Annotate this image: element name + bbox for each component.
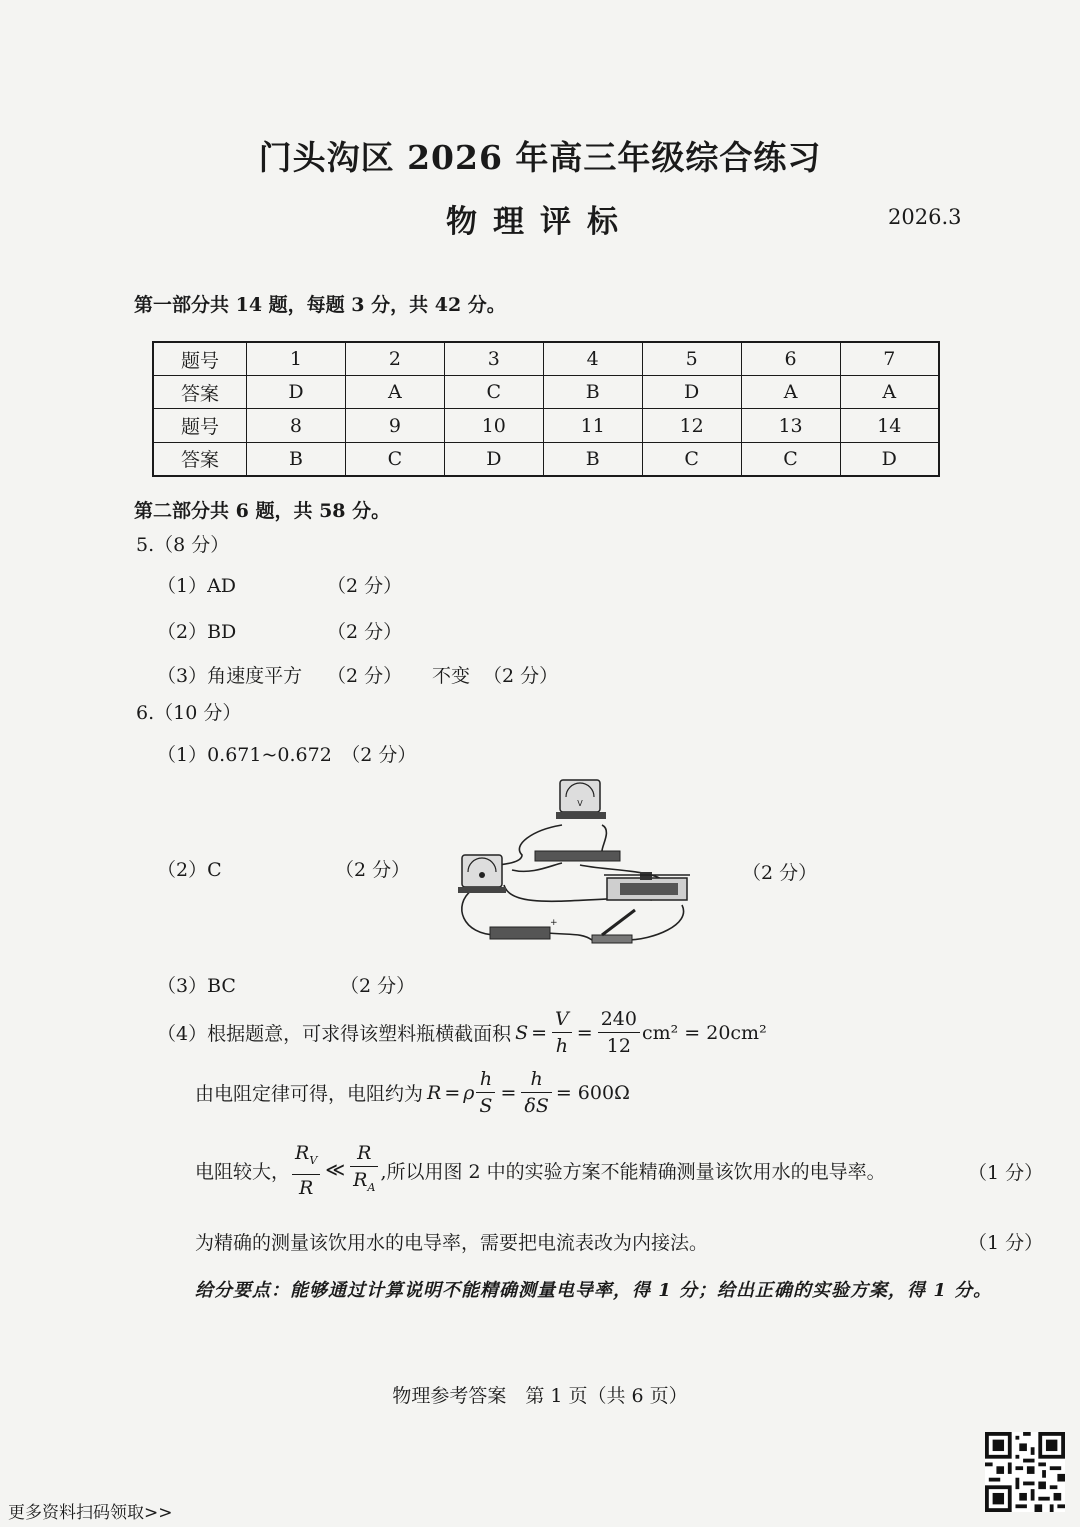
fraction-240-over-12: [598, 1006, 640, 1059]
fraction-h-over-s: [476, 1066, 495, 1119]
answer-cell: C: [642, 442, 741, 476]
rheostat-icon: [604, 872, 690, 900]
answer-cell: A: [741, 376, 840, 409]
question-number-cell: 1: [247, 342, 346, 376]
q16-l5-prefix: 由电阻定律可得，电阻约为: [195, 1083, 424, 1105]
row-label: 题号: [153, 409, 247, 442]
answer-cell: D: [642, 376, 741, 409]
circuit-diagram: [452, 775, 702, 950]
answer-cell: A: [345, 376, 444, 409]
q16-score-3: （2 分）: [340, 975, 416, 997]
question-number-cell: 14: [840, 409, 939, 442]
frac-num: V: [552, 1006, 572, 1033]
q15-title: 5.（8 分）: [136, 534, 230, 556]
q15-answer-3: （3）角速度平方: [157, 665, 303, 687]
frac-den: 12: [606, 1035, 631, 1057]
question-number-cell: 6: [741, 342, 840, 376]
frac-num: 240: [598, 1006, 640, 1033]
q16-l4-prefix: （4）根据题意，可求得该塑料瓶横截面积: [157, 1023, 512, 1045]
frac-num: R: [295, 1142, 310, 1164]
q16-l5-var-r: R: [427, 1081, 442, 1104]
resistor-icon: [535, 851, 620, 861]
question-number-cell: 8: [247, 409, 346, 442]
answer-cell: D: [840, 442, 939, 476]
question-number-cell: 5: [642, 342, 741, 376]
more-resources-link[interactable]: 更多资料扫码领取>>: [8, 1503, 173, 1523]
question-number-row: [153, 409, 939, 442]
row-label: 题号: [153, 342, 247, 376]
answer-cell: A: [840, 376, 939, 409]
subscript-a: A: [367, 1180, 376, 1194]
q16-answer-3: （3）BC: [157, 975, 236, 997]
q16-score-2b: （2 分）: [742, 862, 818, 884]
switch-icon: [592, 910, 635, 943]
svg-text:V: V: [577, 799, 583, 808]
q15-answer-3b: 不变: [432, 665, 471, 687]
question-number-cell: 12: [642, 409, 741, 442]
q16-l6-prefix: 电阻较大，: [195, 1160, 291, 1183]
q16-l6-tail: ,所以用图 2 中的实验方案不能精确测量该饮用水的电导率。: [380, 1160, 886, 1183]
frac-den: R: [353, 1169, 368, 1191]
answer-cell: D: [444, 442, 543, 476]
fraction-r-over-ra: [350, 1140, 378, 1201]
question-number-cell: 4: [543, 342, 642, 376]
answer-cell: B: [543, 376, 642, 409]
question-number-cell: 2: [345, 342, 444, 376]
q16-score-2: （2 分）: [335, 859, 411, 881]
svg-text:+: +: [550, 918, 558, 928]
question-number-cell: 13: [741, 409, 840, 442]
answer-cell: B: [543, 442, 642, 476]
q16-answer-2: （2）C: [157, 859, 222, 881]
answer-cell: B: [247, 442, 346, 476]
much-less-symbol: ≪: [325, 1159, 346, 1182]
question-number-cell: 7: [840, 342, 939, 376]
page-title: 门头沟区 2026 年高三年级综合练习: [258, 138, 822, 177]
subscript-v: V: [309, 1153, 318, 1167]
q16-l5-rho: ρ: [463, 1081, 475, 1104]
page-footer: 物理参考答案 第 1 页（共 6 页）: [392, 1385, 688, 1407]
answer-cell: D: [247, 376, 346, 409]
q16-score-4b: （1 分）: [968, 1232, 1044, 1254]
frac-num: h: [476, 1066, 495, 1093]
exam-date: 2026.3: [888, 205, 962, 229]
frac-num: R: [350, 1140, 378, 1167]
answer-table: [152, 341, 940, 477]
q16-answer-4-line3: [195, 1140, 886, 1201]
q16-answer-4-line1: （4）根据题意，可求得该塑料瓶横截面积 S = $\frac{V}{h}$ = $\frac{240}{12}$ cm² = 20cm²: [157, 1008, 767, 1057]
q16-l5-tail: = 600Ω: [555, 1081, 630, 1104]
answer-cell: C: [444, 376, 543, 409]
battery-icon: [490, 918, 558, 939]
answer-row: [153, 376, 939, 409]
frac-den: δS: [524, 1095, 549, 1117]
question-number-cell: 10: [444, 409, 543, 442]
row-label: 答案: [153, 442, 247, 476]
answer-row: [153, 442, 939, 476]
question-number-cell: 3: [444, 342, 543, 376]
page-subtitle: 物理评标: [446, 204, 634, 240]
part2-heading: 第二部分共 6 题，共 58 分。: [134, 500, 391, 522]
q16-answer-4-line2: 由电阻定律可得，电阻约为 R = ρ $\frac{h}{S}$ = $\frac{h}{\delta S}$ = 600Ω: [195, 1068, 630, 1117]
frac-den: S: [479, 1095, 493, 1117]
ammeter-icon: [458, 855, 506, 893]
answer-cell: C: [345, 442, 444, 476]
fraction-v-over-h: [552, 1006, 572, 1059]
frac-den: h: [555, 1035, 569, 1057]
frac-num: h: [521, 1066, 551, 1093]
q15-score-3b: （2 分）: [483, 665, 559, 687]
q15-answer-1: （1）AD: [157, 575, 237, 597]
frac-den: R: [298, 1176, 314, 1199]
fraction-rv-over-r: [292, 1140, 320, 1201]
question-number-cell: 11: [543, 409, 642, 442]
q15-score-1: （2 分）: [327, 575, 403, 597]
question-number-row: [153, 342, 939, 376]
q16-l4-tail: cm² = 20cm²: [641, 1021, 767, 1044]
row-label: 答案: [153, 376, 247, 409]
q15-answer-2: （2）BD: [157, 621, 237, 643]
q16-answer-4-line4: 为精确的测量该饮用水的电导率，需要把电流表改为内接法。: [195, 1232, 709, 1254]
qr-code-icon[interactable]: [985, 1432, 1065, 1512]
voltmeter-icon: [556, 780, 606, 819]
part1-heading: 第一部分共 14 题，每题 3 分，共 42 分。: [134, 294, 506, 316]
question-number-cell: 9: [345, 409, 444, 442]
answer-cell: C: [741, 442, 840, 476]
scoring-note: 给分要点：能够通过计算说明不能精确测量电导率，得 1 分；给出正确的实验方案，得 1 分。: [195, 1280, 993, 1301]
q15-score-2: （2 分）: [327, 621, 403, 643]
q15-score-3: （2 分）: [327, 665, 403, 687]
q16-answer-1: （1）0.671~0.672 （2 分）: [157, 744, 417, 766]
q16-title: 6.（10 分）: [136, 702, 242, 724]
fraction-h-over-delta-s: [521, 1066, 551, 1119]
q16-score-4a: （1 分）: [968, 1162, 1044, 1184]
q16-l4-var-s: S: [515, 1021, 529, 1044]
